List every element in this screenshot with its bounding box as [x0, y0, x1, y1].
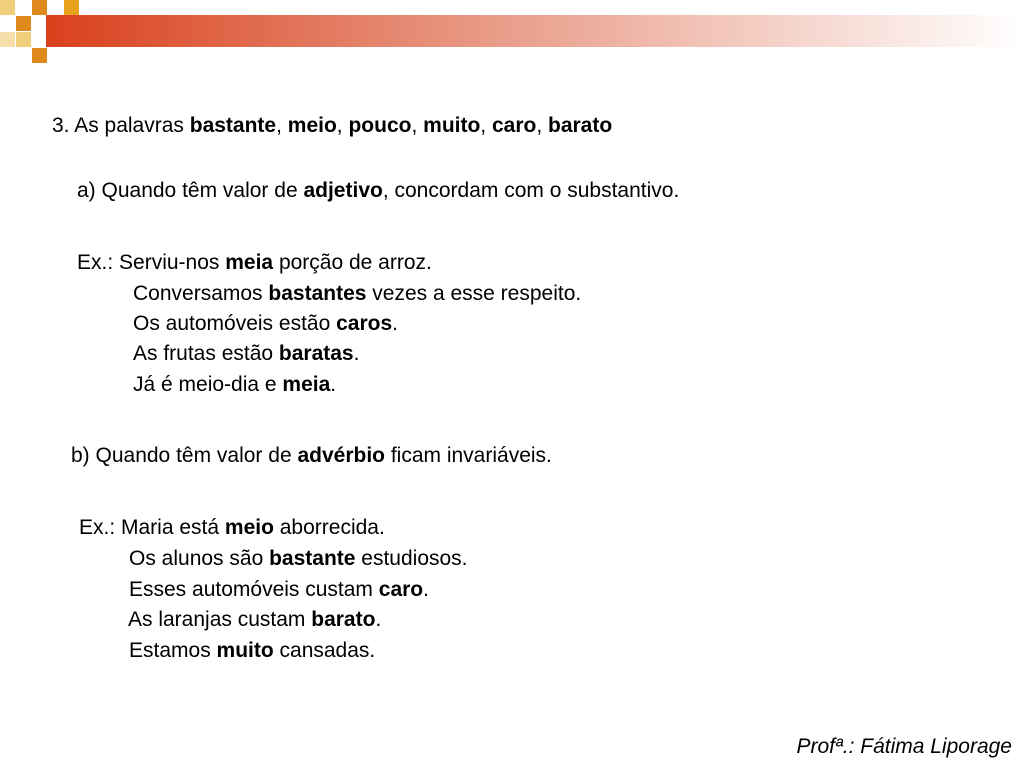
example-text: As laranjas custam [128, 608, 312, 631]
title-word: pouco [348, 114, 412, 137]
title-separator: , [336, 114, 349, 137]
example-b-line [129, 546, 468, 572]
title-word: bastante [189, 114, 277, 137]
header-square [32, 0, 47, 15]
example-a-line [77, 250, 432, 276]
example-text: Ex.: Maria está [79, 516, 225, 539]
section-a-before: a) Quando têm valor de [77, 179, 304, 202]
example-keyword: bastante [269, 547, 356, 570]
example-a-line [133, 311, 398, 337]
example-a-line [133, 372, 336, 398]
section-b-before: b) Quando têm valor de [71, 444, 298, 467]
title-word: meio [287, 114, 337, 137]
example-text: . [423, 578, 429, 601]
example-text: estudiosos. [355, 547, 468, 570]
example-b-line [79, 515, 385, 541]
title-separator: , [536, 114, 548, 137]
example-text: Conversamos [133, 282, 269, 305]
title-prefix: 3. As palavras [52, 114, 190, 137]
header-square [0, 32, 15, 47]
example-text: . [392, 312, 398, 335]
example-text: As frutas estão [133, 342, 279, 365]
header-square [64, 0, 79, 15]
example-text: . [375, 608, 382, 631]
header-square [16, 16, 31, 31]
example-keyword: caro [378, 578, 424, 601]
example-text: Estamos [129, 639, 217, 662]
title-word: muito [423, 114, 481, 137]
example-a-line [133, 341, 359, 367]
example-keyword: muito [216, 639, 274, 662]
example-keyword: meio [224, 516, 274, 539]
title-word: caro [491, 114, 537, 137]
header-square [32, 48, 47, 63]
example-b-line [129, 638, 375, 664]
example-text: Os alunos são [129, 547, 270, 570]
example-text: porção de arroz. [273, 251, 432, 274]
header-square [16, 32, 31, 47]
example-keyword: bastantes [268, 282, 367, 305]
author-credit: Profª.: Fátima Liporage [796, 735, 1012, 758]
example-text: cansadas. [273, 639, 376, 662]
example-b-line [129, 577, 429, 603]
section-a-keyword: adjetivo [303, 179, 383, 202]
section-a-heading [77, 178, 679, 204]
example-text: Já é meio-dia e [133, 373, 283, 396]
section-a-after: , concordam com o substantivo. [382, 179, 680, 202]
example-keyword: baratas [278, 342, 354, 365]
example-keyword: meia [225, 251, 274, 274]
example-text: . [330, 373, 337, 396]
section-b-after: ficam invariáveis. [385, 444, 552, 467]
title-separator: , [276, 114, 288, 137]
example-b-line [128, 607, 381, 633]
example-text: Os automóveis estão [133, 312, 337, 335]
example-text: aborrecida. [273, 516, 385, 539]
example-keyword: caros [336, 312, 393, 335]
example-text: Esses automóveis custam [129, 578, 379, 601]
example-keyword: meia [282, 373, 331, 396]
title-separator: , [411, 114, 424, 137]
title-line [52, 113, 612, 139]
example-text: vezes a esse respeito. [366, 282, 582, 305]
header-gradient-bar [46, 15, 1024, 47]
example-text: . [353, 342, 360, 365]
section-b-keyword: advérbio [297, 444, 385, 467]
example-keyword: barato [311, 608, 376, 631]
title-word: barato [548, 114, 613, 137]
section-b-heading [71, 443, 552, 469]
example-text: Ex.: Serviu-nos [77, 251, 226, 274]
header-square [0, 0, 15, 15]
example-a-line [133, 281, 581, 307]
title-separator: , [480, 114, 492, 137]
